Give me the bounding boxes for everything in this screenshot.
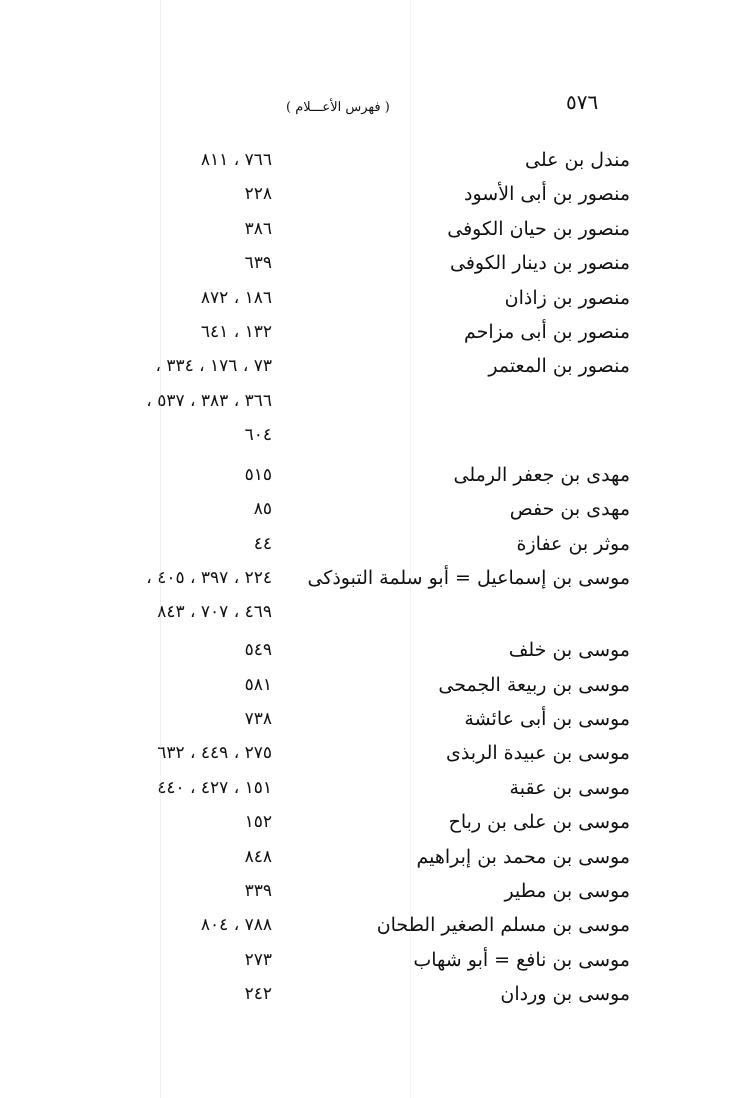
- entry-name: منصور بن أبى الأسود: [464, 183, 630, 206]
- entry-name: منصور بن حيان الكوفى: [447, 217, 630, 240]
- entry-pages: ٧٣٨: [244, 709, 272, 729]
- entry-name: موسى بن مطير: [504, 880, 630, 902]
- entry-pages: ٢٢٤ ، ٣٩٧ ، ٤٠٥ ،: [146, 567, 272, 588]
- entry-pages: ٧٣ ، ١٧٦ ، ٣٣٤ ،: [155, 356, 272, 377]
- entry-pages: ٦٣٩: [244, 253, 272, 274]
- scan-line-center: [410, 0, 411, 1098]
- entry-name: موسى بن خلف: [508, 639, 630, 662]
- entry-name: موسى بن عبيدة الربذى: [445, 742, 630, 765]
- entry-pages: ٥١٥: [244, 464, 272, 485]
- entry-name: منصور بن دينار الكوفى: [450, 252, 630, 275]
- page-number: ٥٧٦: [566, 90, 599, 114]
- entry-pages: ٦٠٤: [244, 425, 272, 446]
- entry-pages: ١٥٢: [244, 812, 272, 833]
- entry-pages: ٨٤٨: [244, 846, 272, 867]
- entry-name: موسى بن على بن رباح: [448, 811, 630, 834]
- entry-pages: ١٨٦ ، ٨٧٢: [200, 287, 272, 308]
- entry-name: موسى بن وردان: [500, 983, 630, 1006]
- entry-name: موسى بن نافع = أبو شهاب: [413, 948, 630, 971]
- entry-pages: ٢٤٢: [244, 984, 272, 1005]
- entry-name: مهدى بن حفص: [509, 498, 630, 521]
- entry-pages: ٣٦٦ ، ٣٨٣ ، ٥٣٧ ،: [146, 390, 272, 411]
- entry-pages: ٢٢٨: [244, 184, 272, 205]
- running-header-title: ( فهرس الأعـــلام ): [286, 100, 390, 115]
- entry-pages: ٣٣٩: [244, 881, 272, 901]
- entry-name: موسى بن ربيعة الجمحى: [438, 673, 630, 696]
- entry-pages: ٣٨٦: [244, 218, 272, 239]
- entry-pages: ٤٤: [253, 533, 272, 554]
- entry-pages: ١٣٢ ، ٦٤١: [200, 322, 272, 342]
- entry-name: موسى بن إسماعيل = أبو سلمة التبوذكى: [307, 566, 630, 589]
- entry-pages: ٢٧٥ ، ٤٤٩ ، ٦٣٢: [157, 743, 272, 764]
- entry-name: مهدى بن جعفر الرملى: [453, 463, 630, 486]
- entry-name: منصور بن المعتمر: [488, 355, 630, 378]
- entry-pages: ٤٦٩ ، ٧٠٧ ، ٨٤٣: [157, 602, 272, 623]
- entry-pages: ٥٨١: [244, 674, 272, 695]
- entry-pages: ١٥١ ، ٤٢٧ ، ٤٤٠: [157, 777, 272, 798]
- entry-pages: ٥٤٩: [244, 640, 272, 661]
- entry-pages: ٢٧٣: [244, 949, 272, 970]
- entry-name: منصور بن زاذان: [504, 286, 630, 309]
- entry-pages: ٧٦٦ ، ٨١١: [200, 150, 272, 170]
- entry-name: منصور بن أبى مزاحم: [464, 321, 630, 343]
- entry-name: موسى بن مسلم الصغير الطحان: [376, 914, 630, 937]
- entry-name: موسى بن محمد بن إبراهيم: [416, 845, 630, 868]
- entry-name: موسى بن أبى عائشة: [464, 708, 630, 730]
- entry-pages: ٧٨٨ ، ٨٠٤: [200, 915, 272, 936]
- entry-name: موثر بن عفازة: [516, 532, 630, 555]
- scan-line-left: [160, 0, 161, 1098]
- entry-name: مندل بن على: [525, 149, 630, 171]
- entry-pages: ٨٥: [253, 499, 272, 520]
- entry-name: موسى بن عقبة: [509, 776, 630, 799]
